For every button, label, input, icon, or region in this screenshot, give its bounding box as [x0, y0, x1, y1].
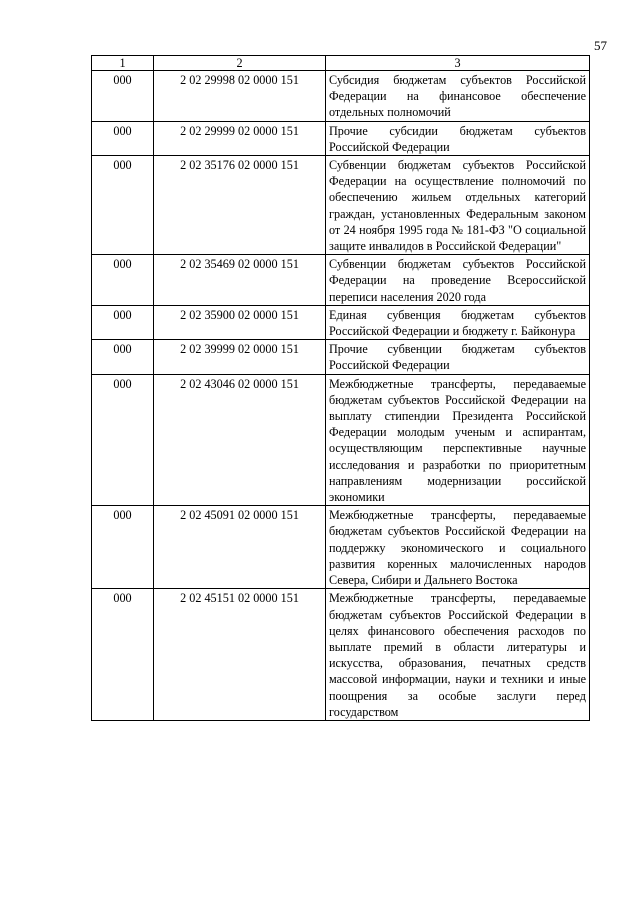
admin-code-cell: 000 — [92, 506, 154, 589]
budget-code-cell: 2 02 35176 02 0000 151 — [154, 156, 326, 255]
budget-code-cell: 2 02 35900 02 0000 151 — [154, 305, 326, 339]
description-cell: Межбюджетные трансферты, передаваемые бюджетам субъектов Российской Федерации на выплату стипендии Президента Российской Федерации молодым ученым и аспирантам, осуществляющим перспективные научные исследования и разработки по приоритетным направлениям модернизации российской экономики — [326, 374, 590, 506]
table-row — [92, 305, 590, 339]
description-cell: Субвенции бюджетам субъектов Российской Федерации на осуществление полномочий по обеспечению жильем отдельных категорий граждан, установленных Федеральным законом от 24 ноября 1995 года № 181-ФЗ "О социальной защите инвалидов в Российской Федерации" — [326, 156, 590, 255]
table-body — [92, 71, 590, 721]
table-row — [92, 71, 590, 122]
description-cell: Прочие субсидии бюджетам субъектов Российской Федерации — [326, 121, 590, 155]
admin-code-cell: 000 — [92, 255, 154, 306]
admin-code-cell: 000 — [92, 305, 154, 339]
header-row — [92, 56, 590, 71]
budget-code-cell: 2 02 45151 02 0000 151 — [154, 589, 326, 721]
table-row — [92, 340, 590, 374]
admin-code-cell: 000 — [92, 156, 154, 255]
budget-code-cell: 2 02 45091 02 0000 151 — [154, 506, 326, 589]
budget-classification-table — [91, 55, 590, 721]
table-row — [92, 156, 590, 255]
admin-code-cell: 000 — [92, 121, 154, 155]
page-number: 57 — [594, 38, 607, 53]
admin-code-cell: 000 — [92, 374, 154, 506]
table-header — [92, 56, 590, 71]
column-header-3: 3 — [326, 56, 590, 71]
table-row — [92, 374, 590, 506]
column-header-2: 2 — [154, 56, 326, 71]
budget-code-cell: 2 02 29999 02 0000 151 — [154, 121, 326, 155]
admin-code-cell: 000 — [92, 340, 154, 374]
budget-code-cell: 2 02 39999 02 0000 151 — [154, 340, 326, 374]
admin-code-cell: 000 — [92, 589, 154, 721]
admin-code-cell: 000 — [92, 71, 154, 122]
table-row — [92, 121, 590, 155]
table-row — [92, 255, 590, 306]
description-cell: Прочие субвенции бюджетам субъектов Российской Федерации — [326, 340, 590, 374]
budget-code-cell: 2 02 29998 02 0000 151 — [154, 71, 326, 122]
description-cell: Субсидия бюджетам субъектов Российской Федерации на финансовое обеспечение отдельных полномочий — [326, 71, 590, 122]
table-row — [92, 589, 590, 721]
description-cell: Субвенции бюджетам субъектов Российской Федерации на проведение Всероссийской переписи населения 2020 года — [326, 255, 590, 306]
budget-code-cell: 2 02 43046 02 0000 151 — [154, 374, 326, 506]
description-cell: Межбюджетные трансферты, передаваемые бюджетам субъектов Российской Федерации в целях финансового обеспечения расходов по выплате премий в области литературы и искусства, образования, печатных средств массовой информации, науки и техники и иные поощрения за особые заслуги перед государством — [326, 589, 590, 721]
table-row — [92, 506, 590, 589]
column-header-1: 1 — [92, 56, 154, 71]
description-cell: Единая субвенция бюджетам субъектов Российской Федерации и бюджету г. Байконура — [326, 305, 590, 339]
description-cell: Межбюджетные трансферты, передаваемые бюджетам субъектов Российской Федерации на поддержку экономического и социального развития коренных малочисленных народов Севера, Сибири и Дальнего Востока — [326, 506, 590, 589]
budget-code-cell: 2 02 35469 02 0000 151 — [154, 255, 326, 306]
